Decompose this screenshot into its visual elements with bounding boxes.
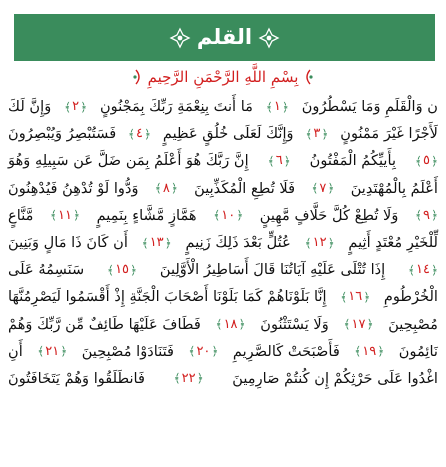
verse-number: ٢ (72, 99, 80, 115)
verse-end-marker-icon (64, 100, 87, 113)
verse-end-marker-icon (155, 182, 178, 195)
verse-end-marker-icon (142, 236, 172, 249)
verse-number: ١٣ (149, 235, 164, 251)
verse-end-marker-icon (311, 182, 334, 195)
verse-text: الْخُرْطُومِ (383, 288, 438, 306)
verse-end-marker-icon (354, 345, 384, 358)
verse-bracket-icon: ﴾ (128, 126, 136, 141)
verse-text: فَتَنَادَوْا مُصْبِحِينَ (81, 342, 174, 360)
verse-bracket-icon: ﴾ (343, 317, 351, 332)
verse-text: إِنَّ رَبَّكَ هُوَ أَعْلَمُ بِمَن ضَلَّ عَن سَبِيلِهِ وَهُوَ (8, 152, 249, 170)
verse-bracket-icon: ﴾ (37, 344, 45, 359)
verse-end-marker-icon (305, 236, 335, 249)
verse-end-marker-icon (343, 318, 373, 331)
verse-text: وَدُّوا لَوْ تُدْهِنُ فَيُدْهِنُونَ (8, 179, 139, 197)
verse-text: إِذَا تُتْلَى عَلَيْهِ آيَاتُنَا قَالَ أَسَاطِيرُ الْأَوَّلِينَ (159, 261, 386, 279)
verse-number: ٢١ (45, 343, 60, 359)
verse-number: ٨ (162, 180, 170, 196)
verse-bracket-icon: ﴾ (213, 208, 221, 223)
verse-line (8, 311, 438, 338)
verse-bracket-icon: ﴾ (414, 208, 422, 223)
surah-header-banner (14, 14, 435, 61)
verse-bracket-icon: ﴾ (304, 235, 312, 250)
verse-end-marker-icon (415, 154, 438, 167)
verse-bracket-icon: ﴾ (49, 208, 58, 223)
verse-end-marker-icon (128, 127, 151, 140)
verse-bracket-icon: ﴾ (414, 153, 422, 168)
verse-text: وَإِنَّ لَكَ (8, 98, 52, 116)
arabesque-ornament-icon (258, 27, 280, 49)
verse-text: مُصْبِحِينَ (388, 315, 438, 333)
verse-bracket-icon: ﴾ (267, 153, 275, 168)
verse-number: ١٦ (348, 289, 363, 305)
verse-text: وَلَا تُطِعْ كُلَّ حَلَّافٍ مَّهِينٍ (259, 206, 399, 224)
verse-bracket-icon: ﴿ (363, 289, 371, 304)
verse-number: ١٨ (223, 316, 238, 332)
verse-bracket-icon: ﴾ (305, 126, 313, 141)
verse-bracket-icon: ﴿ (281, 99, 289, 114)
verse-bracket-icon: ﴿ (164, 235, 172, 250)
verse-bracket-icon: ﴿ (238, 317, 246, 332)
verse-bracket-icon: ﴾ (141, 235, 149, 250)
verse-number: ٥ (422, 153, 430, 169)
verse-end-marker-icon (305, 127, 328, 140)
verse-bracket-icon: ﴿ (211, 344, 219, 359)
ornament-bracket-icon (132, 69, 144, 85)
verse-line (8, 283, 438, 310)
verse-text: أَنِ (8, 342, 23, 360)
verse-end-marker-icon (266, 100, 289, 113)
verse-end-marker-icon (340, 290, 370, 303)
verse-text: وَإِنَّكَ لَعَلَى خُلُقٍ عَظِيمٍ (162, 125, 294, 143)
verse-end-marker-icon (213, 209, 243, 222)
verse-bracket-icon: ﴿ (321, 126, 329, 141)
verse-end-marker-icon (408, 263, 438, 276)
verse-bracket-icon: ﴾ (354, 344, 362, 359)
verse-bracket-icon: ﴾ (188, 344, 196, 359)
verse-bracket-icon: ﴿ (430, 153, 438, 168)
verse-number: ١ (273, 99, 281, 115)
verse-number: ١٩ (362, 343, 377, 359)
verse-text: فَسَتُبْصِرُ وَيُبْصِرُونَ (8, 125, 117, 143)
verse-text: أَن كَانَ ذَا مَالٍ وَبَنِينَ (8, 234, 128, 252)
verse-bracket-icon: ﴿ (283, 153, 291, 168)
surah-title: القلم (196, 25, 253, 49)
verse-bracket-icon: ﴾ (265, 99, 273, 114)
verse-text: لِّلْخَيْرِ مُعْتَدٍ أَثِيمٍ (348, 234, 438, 252)
verse-number: ٤ (136, 126, 144, 142)
verse-text: نَائِمُونَ (398, 342, 438, 360)
verse-line (8, 365, 438, 392)
verse-bracket-icon: ﴾ (407, 262, 415, 277)
verse-end-marker-icon (216, 318, 246, 331)
arabesque-ornament-icon (169, 27, 191, 49)
verse-bracket-icon: ﴾ (311, 181, 319, 196)
verse-text: هَمَّازٍ مَّشَّاءٍ بِنَمِيمٍ (96, 206, 197, 224)
verse-number: ٩ (422, 207, 430, 223)
verses-block (8, 93, 438, 392)
verse-text: أَعْلَمُ بِالْمُهْتَدِينَ (350, 179, 438, 197)
verse-text: مَّنَّاعٍ (8, 206, 34, 224)
verse-line (8, 229, 438, 256)
verse-text: فَطَافَ عَلَيْهَا طَائِفٌ مِّن رَّبِّكَ وَهُمْ (8, 315, 201, 333)
verse-bracket-icon: ﴿ (80, 99, 88, 114)
verse-bracket-icon: ﴾ (64, 99, 72, 114)
basmala-row (0, 66, 446, 88)
verse-text: فَأَصْبَحَتْ كَالصَّرِيمِ (232, 342, 340, 360)
verse-text: وَلَا يَسْتَثْنُونَ (260, 315, 329, 333)
verse-bracket-icon: ﴿ (144, 126, 152, 141)
verse-number: ٧ (319, 180, 327, 196)
verse-end-marker-icon (107, 263, 137, 276)
verse-line (8, 93, 438, 120)
verse-text: اغْدُوا عَلَى حَرْثِكُمْ إِن كُنتُمْ صَارِمِينَ (232, 369, 438, 387)
verse-text: مَا أَنتَ بِنِعْمَةِ رَبِّكَ بِمَجْنُونٍ (99, 98, 253, 116)
verse-text: عُتُلٍّ بَعْدَ ذَلِكَ زَنِيمٍ (185, 234, 291, 252)
verse-end-marker-icon (415, 209, 438, 222)
verse-number: ٣ (313, 126, 321, 142)
verse-bracket-icon: ﴾ (107, 262, 115, 277)
verse-bracket-icon: ﴿ (327, 235, 335, 250)
verse-number: ١٥ (115, 262, 130, 278)
verse-bracket-icon: ﴿ (196, 371, 204, 386)
verse-text: سَنَسِمُهُ عَلَى (8, 261, 85, 279)
verse-line (8, 338, 438, 365)
verse-bracket-icon: ﴿ (170, 181, 178, 196)
verse-bracket-icon: ﴿ (430, 262, 438, 277)
verse-number: ١٢ (312, 235, 327, 251)
verse-bracket-icon: ﴿ (130, 262, 138, 277)
verse-text: لَأَجْرًا غَيْرَ مَمْنُونٍ (340, 125, 438, 143)
verse-line (8, 175, 438, 202)
basmala-text: بِسْمِ اللَّهِ الرَّحْمَنِ الرَّحِيمِ (147, 67, 299, 86)
verse-bracket-icon: ﴿ (60, 344, 68, 359)
verse-end-marker-icon (188, 345, 218, 358)
verse-end-marker-icon (268, 154, 291, 167)
verse-end-marker-icon (50, 209, 80, 222)
verse-end-marker-icon (37, 345, 67, 358)
verse-number: ١١ (58, 207, 72, 223)
verse-bracket-icon: ﴿ (366, 317, 374, 332)
verse-bracket-icon: ﴾ (340, 289, 348, 304)
verse-text: فَلَا تُطِعِ الْمُكَذِّبِينَ (194, 179, 296, 197)
verse-number: ٢٠ (196, 343, 211, 359)
verse-number: ١٠ (221, 207, 236, 223)
verse-line (8, 202, 438, 229)
verse-number: ١٧ (351, 316, 366, 332)
verse-text: فَانطَلَقُوا وَهُمْ يَتَخَافَتُونَ (8, 369, 145, 387)
verse-line (8, 256, 438, 283)
verse-text: ن وَالْقَلَمِ وَمَا يَسْطُرُونَ (301, 98, 438, 116)
verse-text: بِأَييِّكُمُ الْمَفْتُونُ (309, 152, 397, 170)
verse-text: إِنَّا بَلَوْنَاهُمْ كَمَا بَلَوْنَا أَصْحَابَ الْجَنَّةِ إِذْ أَقْسَمُوا لَيَصْرِمُنَّهَا (8, 288, 327, 306)
verse-bracket-icon: ﴾ (215, 317, 223, 332)
verse-line (8, 147, 438, 174)
verse-bracket-icon: ﴿ (377, 344, 385, 359)
verse-bracket-icon: ﴿ (72, 208, 81, 223)
header-inner (169, 27, 280, 49)
verse-bracket-icon: ﴿ (430, 208, 438, 223)
verse-bracket-icon: ﴿ (327, 181, 335, 196)
verse-number: ٦ (275, 153, 283, 169)
ornament-bracket-icon (302, 69, 314, 85)
verse-number: ٢٢ (181, 370, 196, 386)
verse-line (8, 120, 438, 147)
verse-number: ١٤ (416, 262, 430, 278)
verse-bracket-icon: ﴿ (236, 208, 244, 223)
verse-end-marker-icon (174, 372, 204, 385)
verse-bracket-icon: ﴾ (154, 181, 162, 196)
verse-bracket-icon: ﴾ (173, 371, 181, 386)
